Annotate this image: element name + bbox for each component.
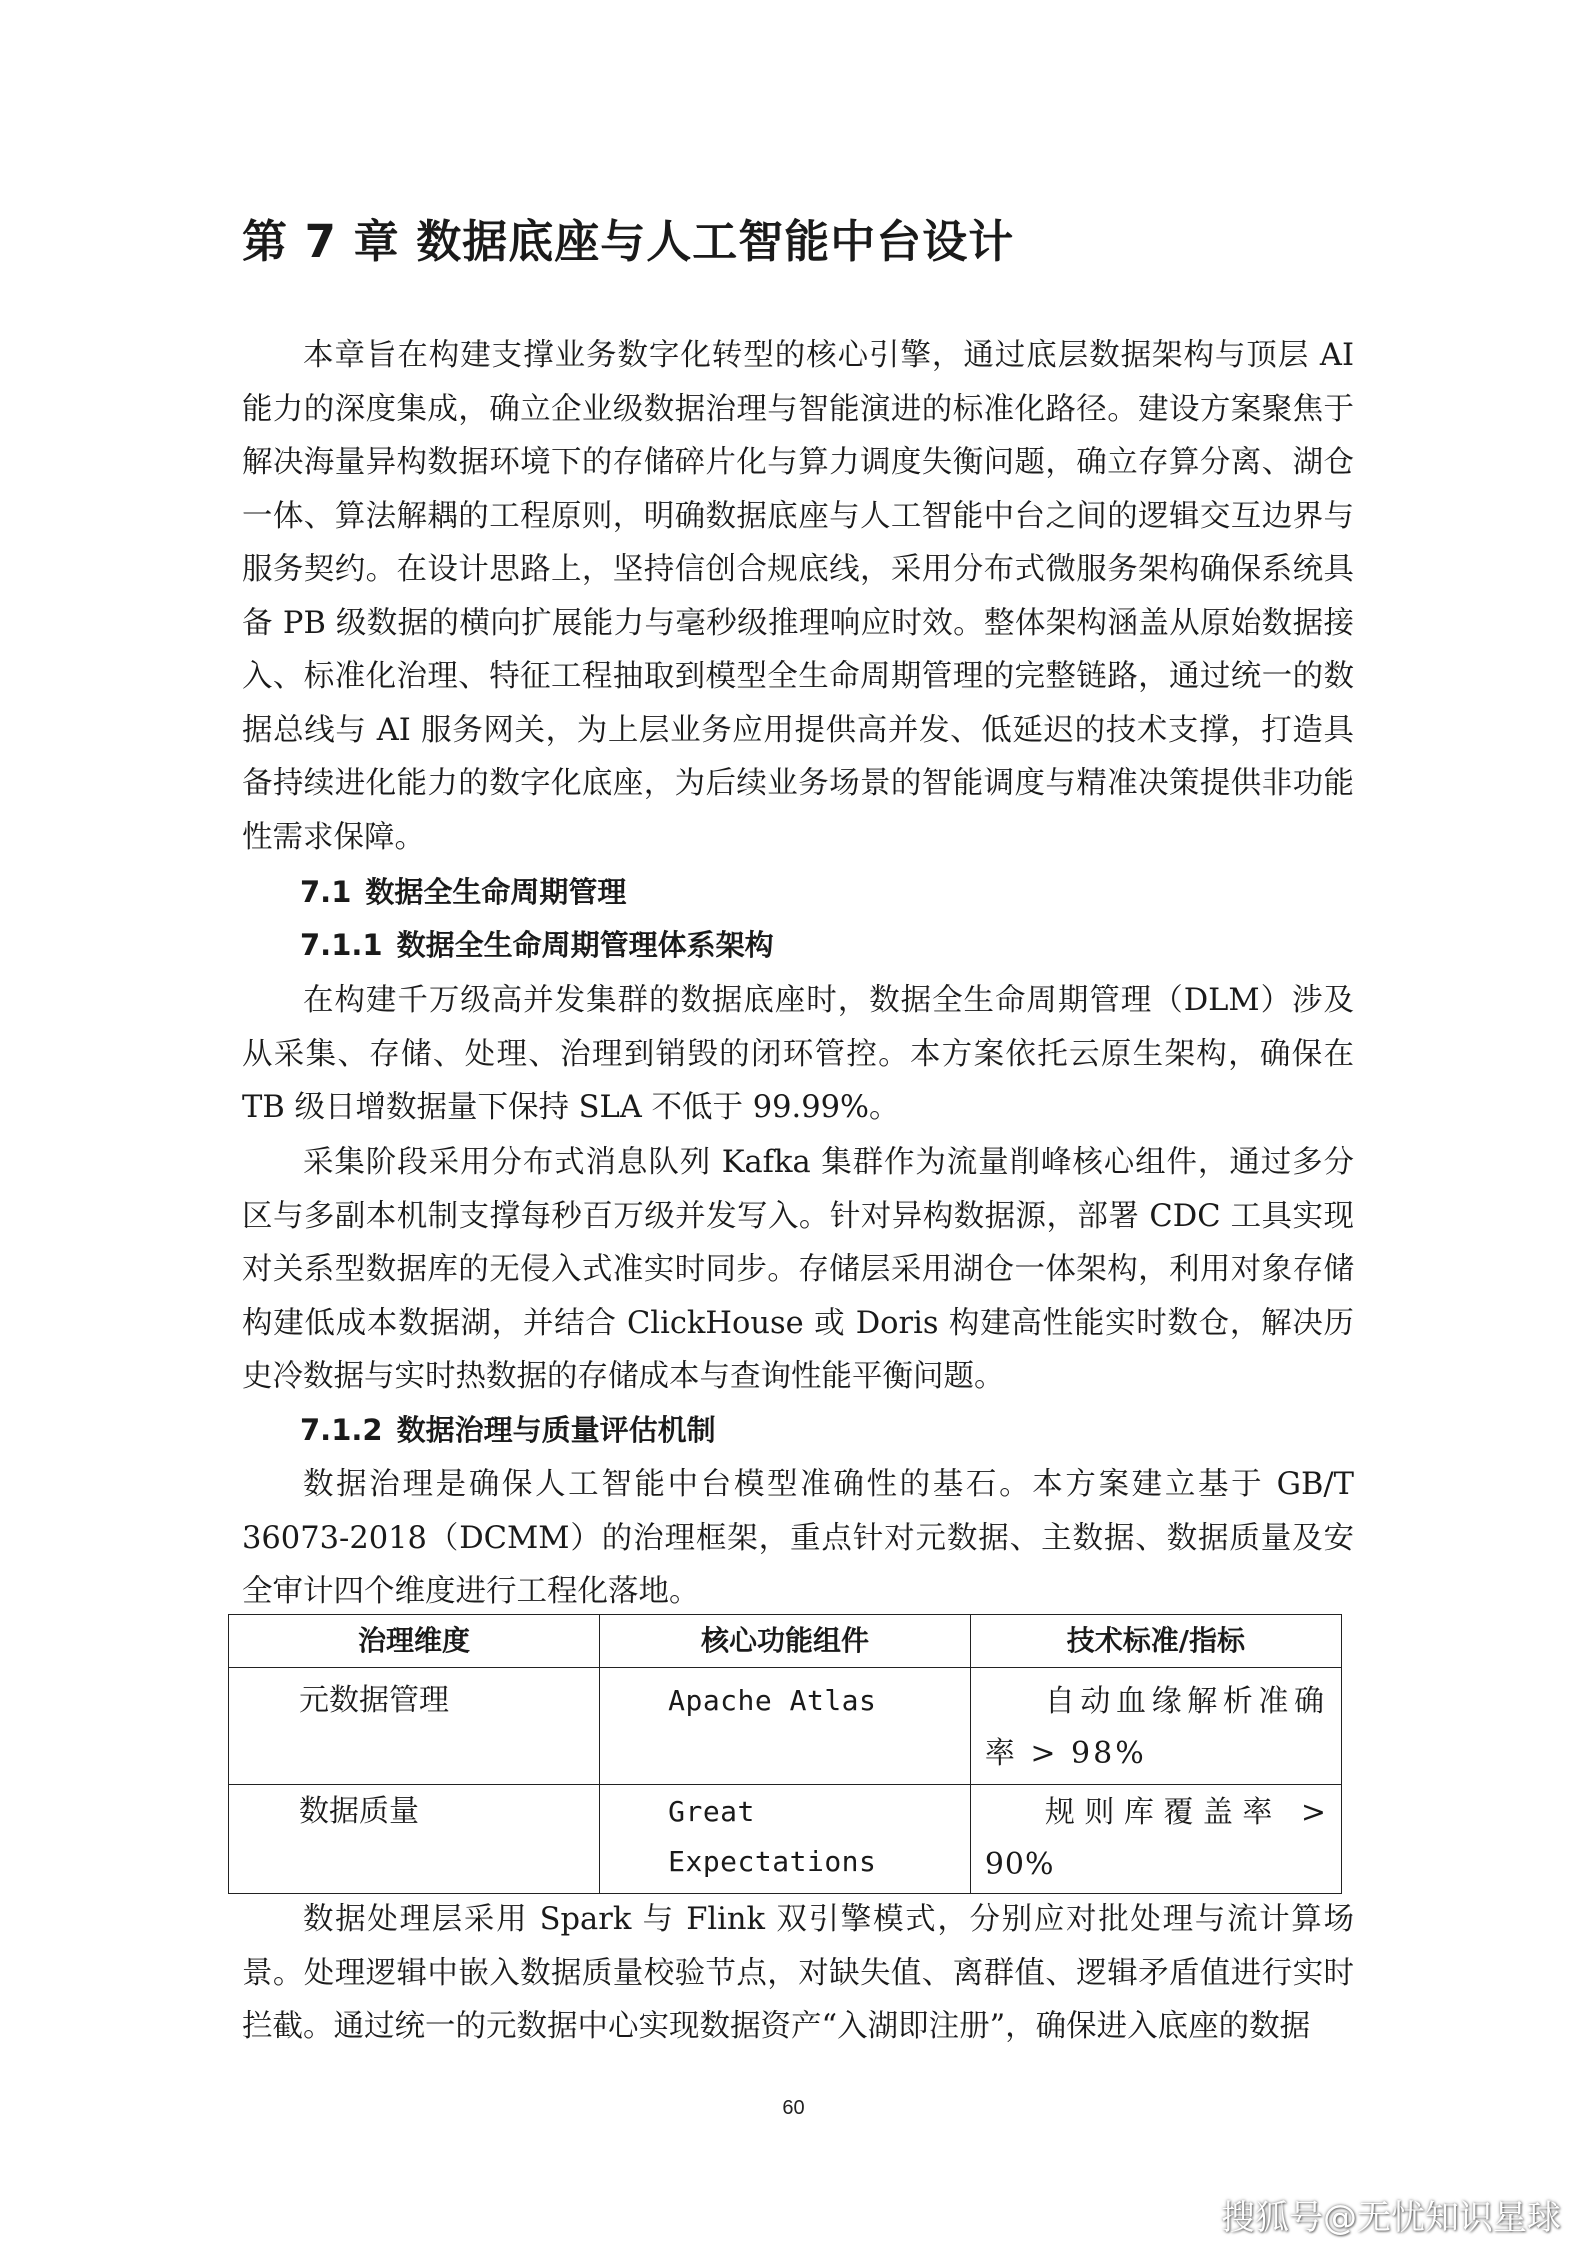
table-header-row (229, 1615, 1342, 1668)
page-number: 60 (782, 2097, 805, 2119)
governance-paragraph: 数据治理是确保人工智能中台模型准确性的基石。本方案建立基于 GB/T 36073-2018（DCMM）的治理框架，重点针对元数据、主数据、数据质量及安全审计四个维度进行工程化落地。 (242, 1467, 1354, 1609)
table-cell (970, 1785, 1341, 1894)
intro-paragraph: 本章旨在构建支撑业务数字化转型的核心引擎，通过底层数据架构与顶层 AI 能力的深度集成，确立企业级数据治理与智能演进的标准化路径。建设方案聚焦于解决海量异构数据环境下的存储碎片化与算力调度失衡问题，确立存算分离、湖仓一体、算法解耦的工程原则，明确数据底座与人工智能中台之间的逻辑交互边界与服务契约。在设计思路上，坚持信创合规底线，采用分布式微服务架构确保系统具备 PB 级数据的横向扩展能力与毫秒级推理响应时效。整体架构涵盖从原始数据接入、标准化治理、特征工程抽取到模型全生命周期管理的完整链路，通过统一的数据总线与 AI 服务网关，为上层业务应用提供高并发、低延迟的技术支撑，打造具备持续进化能力的数字化底座，为后续业务场景的智能调度与精准决策提供非功能性需求保障。 (242, 338, 1354, 855)
table-header-cell: 技术标准/指标 (970, 1615, 1341, 1668)
processing-paragraph: 数据处理层采用 Spark 与 Flink 双引擎模式，分别应对批处理与流计算场景。处理逻辑中嵌入数据质量校验节点，对缺失值、离群值、逻辑矛盾值进行实时拦截。通过统一的元数据中心实现数据资产“入湖即注册”，确保进入底座的数据 (242, 1902, 1354, 2044)
section-number: 7.1 (300, 875, 352, 909)
table-cell (600, 1785, 971, 1894)
governance-table (228, 1614, 1342, 1894)
cell-text: Great Expectations (668, 1795, 877, 1878)
table-cell (229, 1785, 600, 1894)
chapter-title: 第 7 章 数据底座与人工智能中台设计 (242, 215, 1015, 268)
section-number: 7.1.1 (300, 928, 383, 962)
section-heading-7-1-2 (300, 1408, 716, 1449)
table-row (229, 1785, 1342, 1894)
table-cell (970, 1668, 1341, 1785)
section-title: 数据全生命周期管理 (365, 875, 627, 909)
dlm-paragraph-2: 采集阶段采用分布式消息队列 Kafka 集群作为流量削峰核心组件，通过多分区与多副本机制支撑每秒百万级并发写入。针对异构数据源，部署 CDC 工具实现对关系型数据库的无侵入式准实时同步。存储层采用湖仓一体架构，利用对象存储构建低成本数据湖，并结合 ClickHouse 或 Doris 构建高性能实时数仓，解决历史冷数据与实时热数据的存储成本与查询性能平衡问题。 (242, 1145, 1354, 1394)
table-row (229, 1668, 1342, 1785)
table-header-cell: 核心功能组件 (600, 1615, 971, 1668)
cell-text: Apache Atlas (668, 1684, 877, 1717)
source-watermark: 搜狐号@无忧知识星球 (1221, 2198, 1561, 2238)
section-number: 7.1.2 (300, 1413, 383, 1447)
section-heading-7-1-1 (300, 923, 774, 964)
section-title: 数据全生命周期管理体系架构 (396, 928, 774, 962)
section-heading-7-1 (300, 870, 626, 911)
table-cell (600, 1668, 971, 1785)
section-title: 数据治理与质量评估机制 (396, 1413, 716, 1447)
cell-text: 元数据管理 (299, 1683, 449, 1718)
table-cell (229, 1668, 600, 1785)
dlm-paragraph-1: 在构建千万级高并发集群的数据底座时，数据全生命周期管理（DLM）涉及从采集、存储、处理、治理到销毁的闭环管控。本方案依托云原生架构，确保在 TB 级日增数据量下保持 SLA 不低于 99.99%。 (242, 983, 1354, 1125)
cell-text: 数据质量 (299, 1794, 419, 1829)
table-header-cell: 治理维度 (229, 1615, 600, 1668)
cell-text: 规则库覆盖率 > 90% (984, 1795, 1327, 1882)
cell-text: 自动血缘解析准确率 > 98% (984, 1684, 1327, 1771)
